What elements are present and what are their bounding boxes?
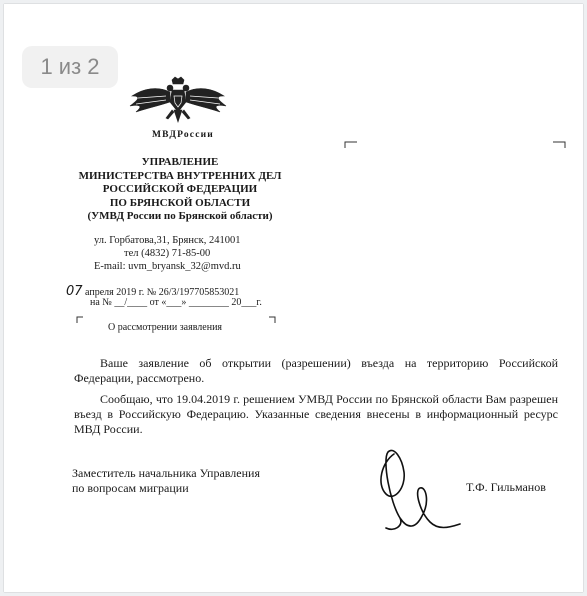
org-line: УПРАВЛЕНИЕ	[141, 156, 219, 168]
signatory-position	[72, 466, 260, 496]
eagle-emblem-icon	[128, 76, 228, 128]
corner-mark-icon	[76, 316, 84, 324]
contact-block	[94, 234, 241, 273]
letter-subject: О рассмотрении заявления	[108, 322, 223, 333]
phone-line: тел (4832) 71-85-00	[124, 248, 211, 259]
email-line: E-mail: uvm_bryansk_32@mvd.ru	[94, 261, 241, 272]
document-page	[4, 4, 583, 592]
corner-mark-icon	[552, 141, 566, 149]
page-counter-badge: 1 из 2	[22, 46, 118, 88]
body-paragraph: Сообщаю, что 19.04.2019 г. решением УМВД России по Брянской области Вам разрешен въезд в Российскую Федерацию. Указанные сведения внесены в информационный ресурс МВД России.	[74, 392, 558, 436]
handwritten-day: 07	[66, 284, 83, 299]
body-paragraph: Ваше заявление об открытии (разрешении) въезда на территорию Российской Федерации, рассмотрено.	[74, 356, 558, 385]
org-line: РОССИЙСКОЙ ФЕДЕРАЦИИ	[102, 183, 258, 195]
org-line: МИНИСТЕРСТВА ВНУТРЕННИХ ДЕЛ	[78, 169, 282, 182]
address-line: ул. Горбатова,31, Брянск, 241001	[94, 235, 241, 246]
handwritten-signature-icon	[364, 432, 474, 542]
letter-body	[74, 356, 558, 443]
date-and-number: апреля 2019 г. № 26/3/197705853021	[85, 287, 240, 298]
org-line: (УМВД России по Брянской области)	[87, 210, 273, 222]
position-line: по вопросам миграции	[72, 481, 189, 495]
reply-reference-line: на № __/____ от «___» ________ 20___г.	[90, 297, 262, 308]
position-line: Заместитель начальника Управления	[72, 466, 260, 480]
corner-mark-icon	[344, 141, 358, 149]
ministry-short-name: МВДРоссии	[152, 130, 214, 140]
corner-mark-icon	[268, 316, 276, 324]
signatory-name: Т.Ф. Гильманов	[466, 480, 546, 494]
org-line: ПО БРЯНСКОЙ ОБЛАСТИ	[109, 196, 251, 209]
organization-block	[60, 156, 300, 224]
